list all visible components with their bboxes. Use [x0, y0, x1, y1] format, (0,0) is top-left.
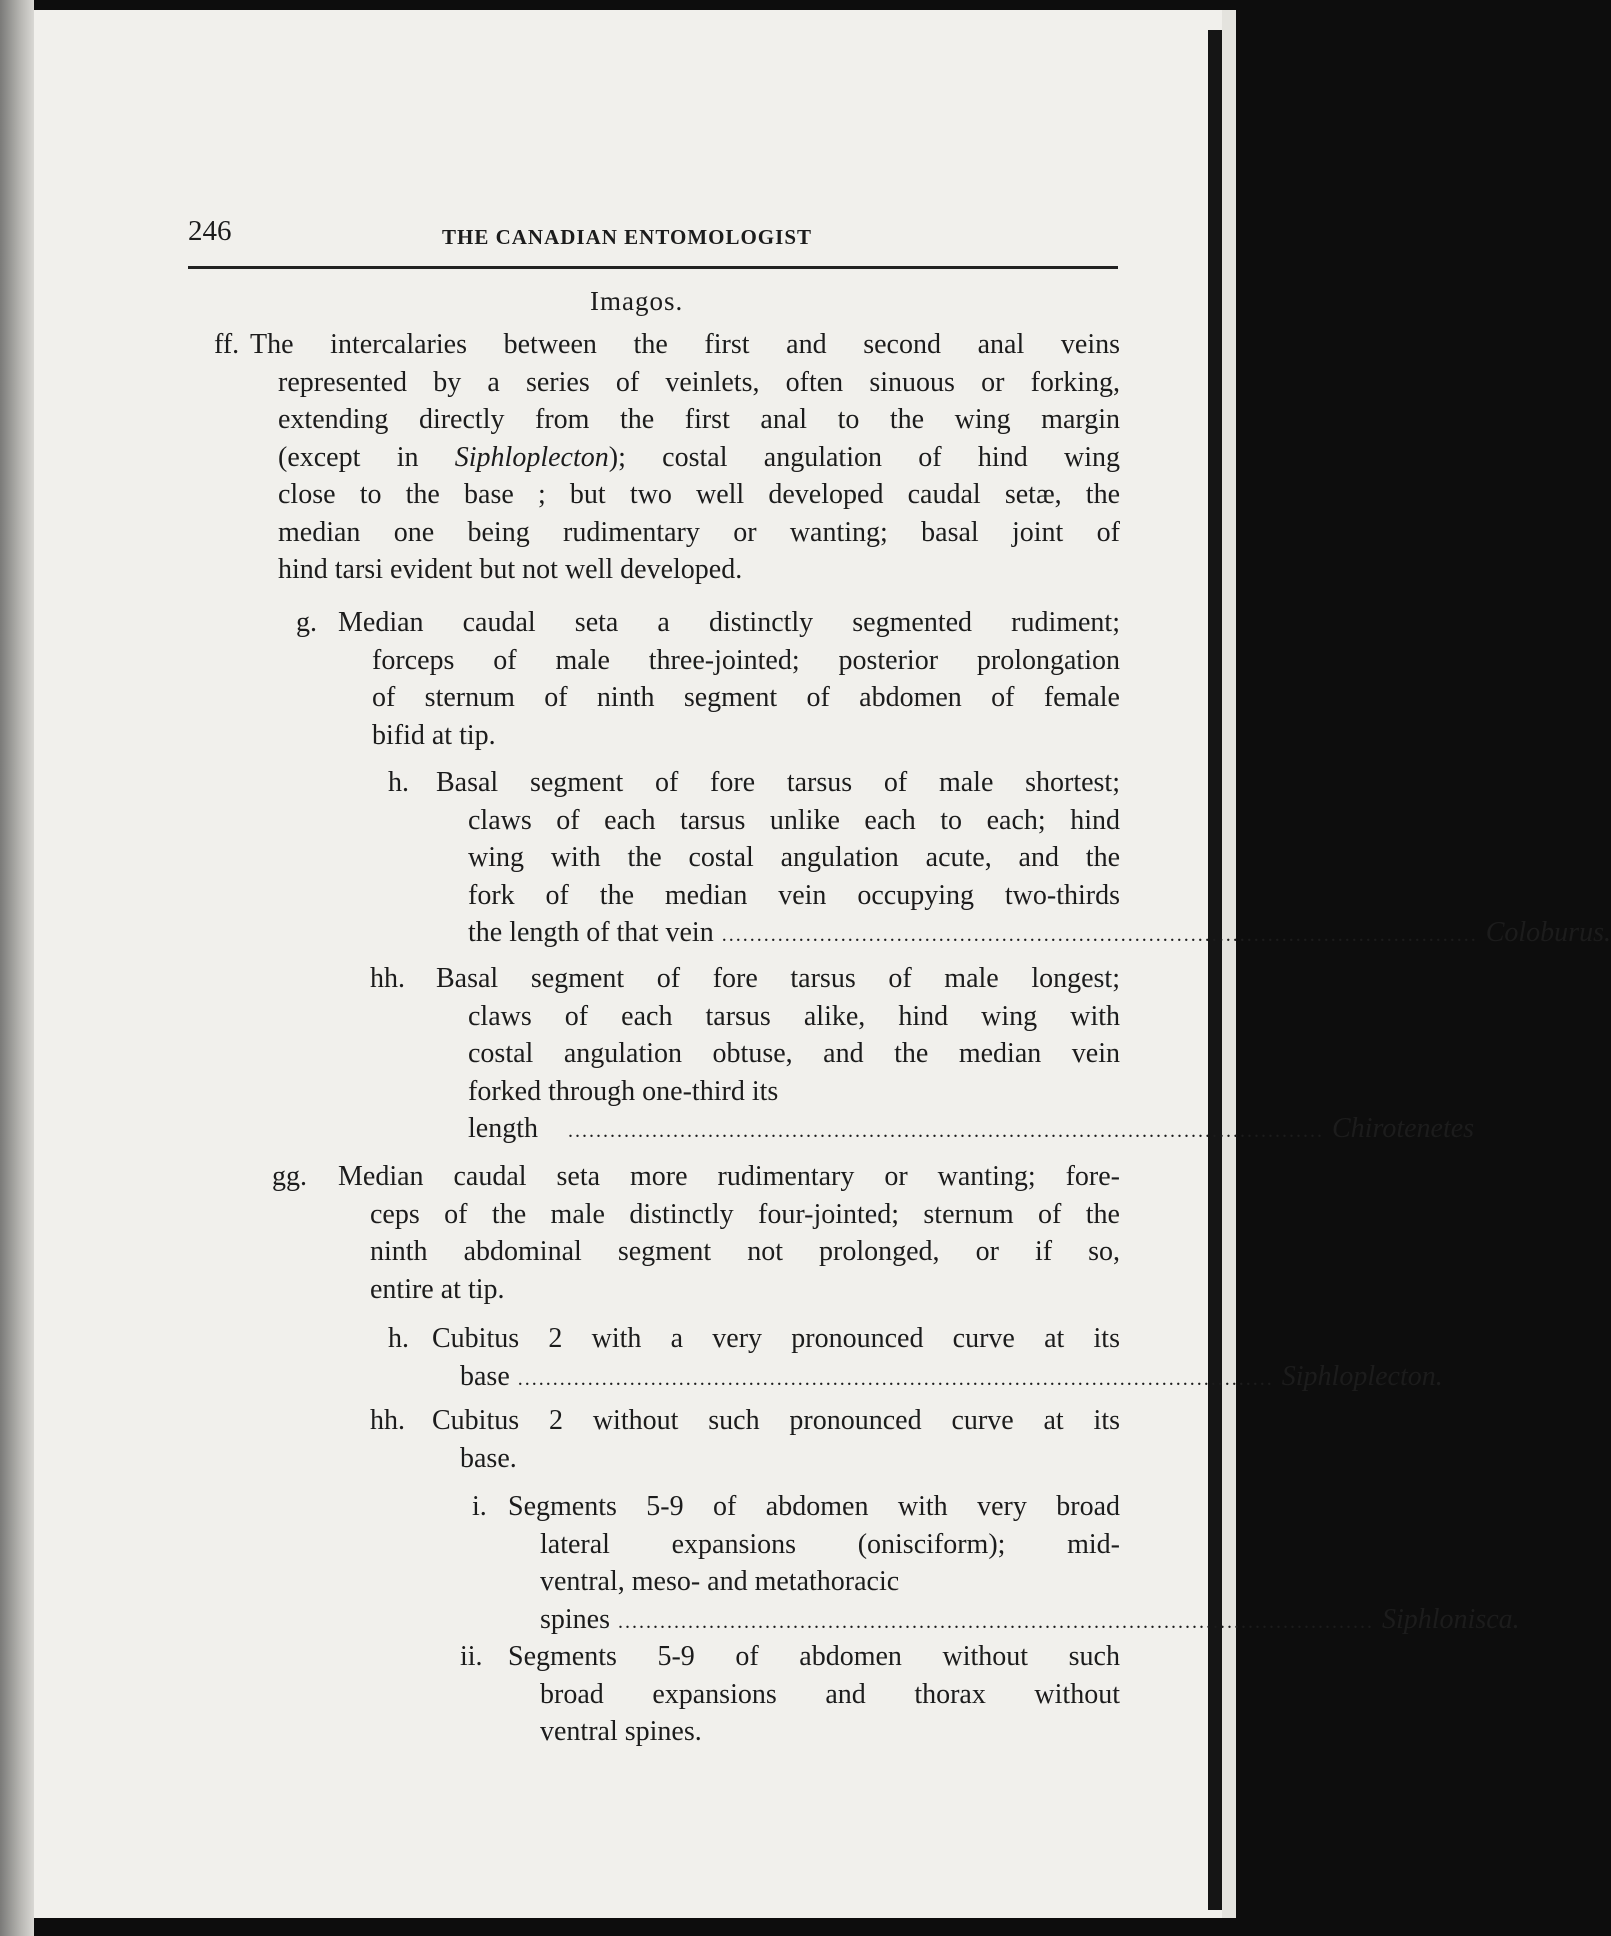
- page-left-edge: [0, 0, 34, 1936]
- running-title: THE CANADIAN ENTOMOLOGIST: [442, 225, 813, 249]
- entry-text-first-line: [432, 1402, 1120, 1440]
- leader-line: [468, 1110, 1475, 1151]
- leader-text: the length of that vein: [468, 917, 714, 948]
- text-line: costal angulation obtuse, and the median vein: [468, 1038, 1120, 1069]
- entry-text-first-line: [436, 764, 1120, 802]
- text-line: wing with the costal angulation acute, and the: [468, 842, 1120, 873]
- page-header: [188, 215, 1118, 255]
- text-line: Segments 5-9 of abdomen without such: [508, 1641, 1120, 1672]
- page-number: 246: [188, 215, 232, 247]
- text-line: median one being rudimentary or wanting; basal joint of: [278, 516, 1120, 548]
- entry-text: [460, 1358, 1443, 1399]
- text-line: ventral, meso- and metathoracic: [540, 1566, 900, 1597]
- text-line: (except in Siphloplecton); costal angulation of hind wing: [278, 441, 1120, 473]
- text-line: ninth abdominal segment not prolonged, or if so,: [370, 1236, 1120, 1267]
- text-line: represented by a series of veinlets, often sinuous or forking,: [278, 366, 1120, 398]
- leader-line: [540, 1601, 1520, 1642]
- text-line: Median caudal seta a distinctly segmented rudiment;: [338, 607, 1120, 638]
- leader-text: spines: [540, 1603, 610, 1635]
- dot-leader: ............................................................................................................: [568, 1120, 1324, 1142]
- entry-text-first-line: [338, 1158, 1120, 1196]
- text-line: extending directly from the first anal to the wing margin: [278, 404, 1120, 435]
- entry-text: [460, 1440, 1120, 1478]
- leader-line: [460, 1358, 1443, 1399]
- entry-label: i.: [472, 1491, 487, 1522]
- entry-text: [372, 642, 1120, 755]
- entry-label: hh.: [370, 963, 405, 994]
- entry-text: [370, 1196, 1120, 1309]
- entry-text-first-line: [250, 326, 1120, 364]
- dot-leader: ............................................................................................................: [618, 1610, 1374, 1633]
- header-rule: [188, 266, 1118, 269]
- text-line: Basal segment of fore tarsus of male longest;: [436, 963, 1120, 994]
- entry-text: [468, 998, 1475, 1151]
- text-line: close to the base ; but two well developed caudal setæ, the: [278, 479, 1120, 510]
- text-line: broad expansions and thorax without: [540, 1678, 1120, 1710]
- entry-text: [468, 802, 1611, 955]
- text-line: Cubitus 2 without such pronounced curve at its: [432, 1405, 1120, 1436]
- entry-text-first-line: [432, 1320, 1120, 1358]
- text-line: entire at tip.: [370, 1273, 505, 1305]
- entry-text-first-line: [508, 1638, 1120, 1676]
- text-line: Segments 5-9 of abdomen with very broad: [508, 1491, 1120, 1522]
- genus-name: Coloburus.: [1485, 917, 1611, 948]
- entry-label: h.: [388, 767, 409, 798]
- text-line: base.: [460, 1442, 517, 1474]
- text-line: claws of each tarsus unlike each to each; hind: [468, 804, 1120, 836]
- text-line: The intercalaries between the first and second anal veins: [250, 329, 1120, 360]
- leader-text: base: [460, 1360, 510, 1392]
- entry-text: [278, 364, 1120, 589]
- text-line: of sternum of ninth segment of abdomen of female: [372, 682, 1120, 713]
- text-line: bifid at tip.: [372, 719, 496, 751]
- entry-label: ff.: [214, 329, 240, 360]
- genus-name: Siphlonisca.: [1382, 1603, 1520, 1635]
- text-line: fork of the median vein occupying two-thirds: [468, 879, 1120, 911]
- text-line: hind tarsi evident but not well developed.: [278, 554, 743, 585]
- entry-label: g.: [296, 607, 317, 638]
- entry-label: h.: [388, 1323, 409, 1354]
- text-line: Cubitus 2 with a very pronounced curve at its: [432, 1323, 1120, 1354]
- leader-text: length: [468, 1113, 538, 1144]
- genus-name: Siphloplecton.: [1281, 1360, 1443, 1392]
- text-line: ceps of the male distinctly four-jointed; sternum of the: [370, 1198, 1120, 1230]
- entry-label: hh.: [370, 1405, 405, 1436]
- dot-leader: ............................................................................................................: [721, 924, 1478, 946]
- section-title: Imagos.: [590, 286, 684, 316]
- entry-text: [540, 1526, 1520, 1642]
- text-line: forked through one-third its: [468, 1075, 779, 1107]
- leader-line: [468, 914, 1611, 955]
- text-line: claws of each tarsus alike, hind wing with: [468, 1000, 1120, 1032]
- entry-label: ii.: [460, 1641, 483, 1672]
- text-line: forceps of male three-jointed; posterior prolongation: [372, 644, 1120, 676]
- entry-text: [540, 1676, 1120, 1751]
- text-line: Median caudal seta more rudimentary or wanting; fore-: [338, 1161, 1120, 1192]
- genus-name: Chirotenetes: [1332, 1113, 1475, 1144]
- text-line: ventral spines.: [540, 1716, 702, 1747]
- entry-text-first-line: [338, 604, 1120, 642]
- entry-text-first-line: [508, 1488, 1120, 1526]
- text-line: Basal segment of fore tarsus of male shortest;: [436, 767, 1120, 798]
- genus-name: Siphloplecton: [454, 441, 609, 473]
- entry-text-first-line: [436, 960, 1120, 998]
- entry-label: gg.: [272, 1161, 307, 1192]
- text-line: lateral expansions (onisciform); mid-: [540, 1528, 1120, 1560]
- dot-leader: ............................................................................................................: [517, 1367, 1274, 1390]
